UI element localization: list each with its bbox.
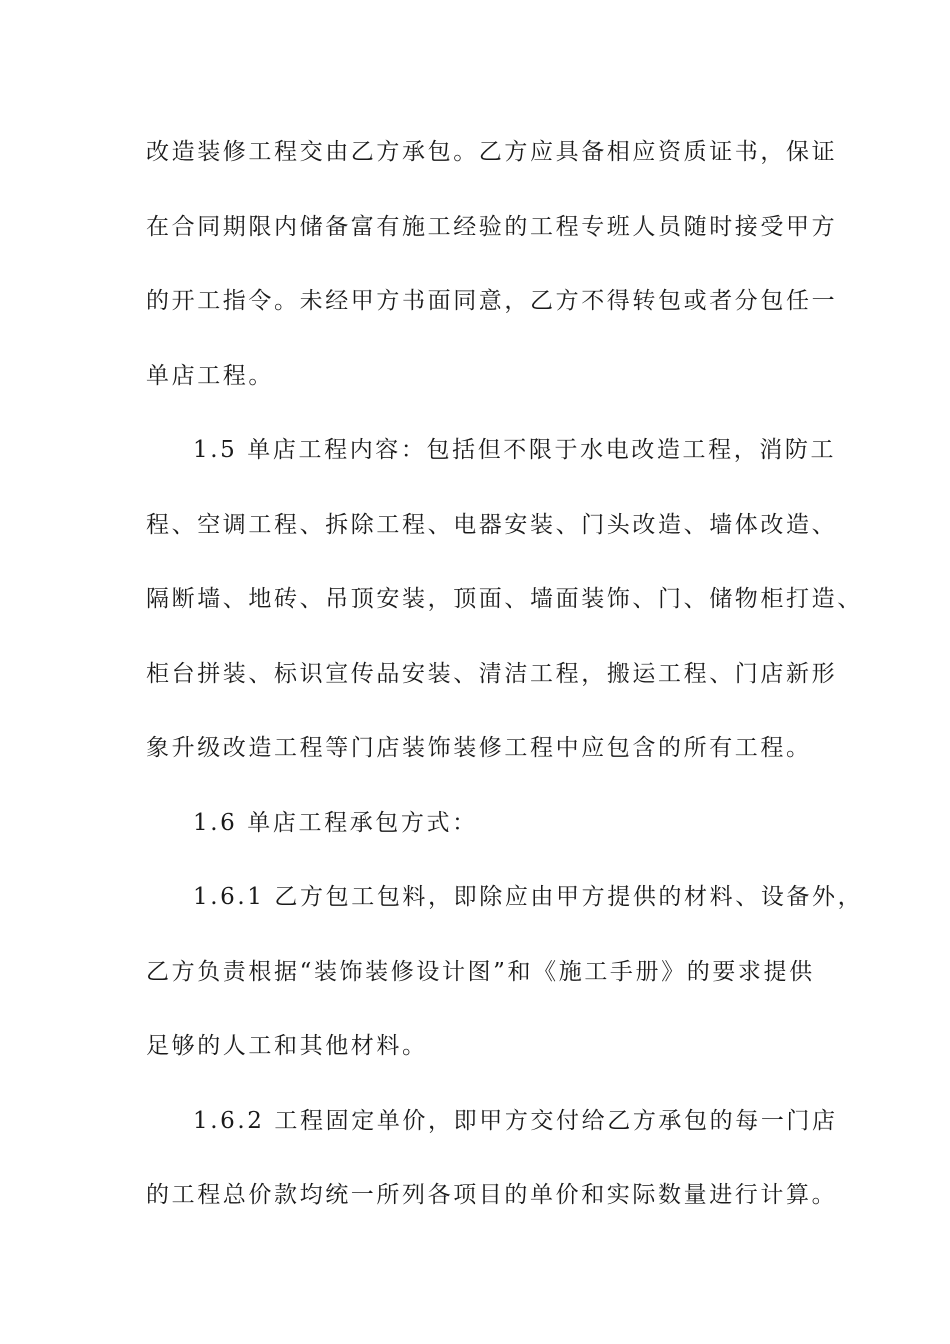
section-1-5-line: 1.5 单店工程内容：包括但不限于水电改造工程，消防工: [193, 437, 837, 463]
section-1-6-1-line: 1.6.1 乙方包工包料，即除应由甲方提供的材料、设备外，: [193, 884, 864, 910]
document-body: [146, 128, 864, 1246]
section-1-6-heading: 1.6 单店工程承包方式：: [193, 809, 478, 836]
text-line: 象升级改造工程等门店装饰装修工程中应包含的所有工程。: [146, 735, 812, 761]
text-line: 程、空调工程、拆除工程、电器安装、门头改造、墙体改造、: [146, 511, 838, 538]
text-line: 隔断墙、地砖、吊顶安装，顶面、墙面装饰、门、储物柜打造、: [146, 586, 863, 612]
text-line: 足够的人工和其他材料。: [146, 1033, 428, 1059]
text-line: 的工程总价款均统一所列各项目的单价和实际数量进行计算。: [146, 1182, 838, 1208]
section-1-6-2-line: 1.6.2 工程固定单价，即甲方交付给乙方承包的每一门店: [193, 1107, 838, 1134]
text-line: 改造装修工程交由乙方承包。乙方应具备相应资质证书，保证: [146, 139, 838, 165]
text-line: 柜台拼装、标识宣传品安装、清洁工程，搬运工程、门店新形: [146, 660, 838, 687]
text-line: 的开工指令。未经甲方书面同意，乙方不得转包或者分包任一: [146, 288, 838, 314]
text-line: 在合同期限内储备富有施工经验的工程专班人员随时接受甲方: [146, 213, 838, 240]
text-line: 单店工程。: [146, 362, 274, 389]
text-line: 乙方负责根据“装饰装修设计图”和《施工手册》的要求提供: [146, 958, 815, 985]
